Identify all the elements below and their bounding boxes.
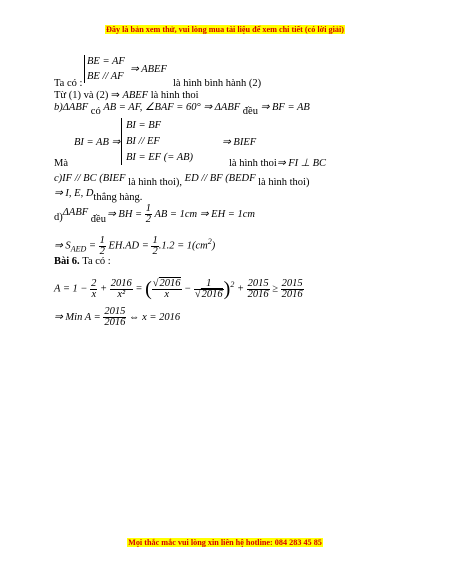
paren-close: ) — [223, 278, 231, 301]
bai6-heading: Bài 6. Ta có : — [54, 256, 111, 267]
sys1-result: ⇒ ABEF — [130, 64, 167, 75]
paren-open: ( — [145, 278, 152, 301]
sys1-line-1: BE = AF — [87, 56, 125, 67]
part-c-result: ⇒ I, E, Dthẳng hàng. — [54, 188, 143, 203]
part-c-line: c)IF // BC (BIEF là hình thoi), ED // BF (BEDF là hình thoi) — [54, 173, 310, 188]
sys1-line-2: BE // AF — [87, 71, 124, 82]
sys2-row-2: BI // EF — [126, 136, 160, 147]
brace — [121, 118, 122, 165]
part-d-line: d)ΔABF đều — [54, 207, 106, 225]
sys2-implication: ⇒ BIEF — [222, 137, 257, 148]
hotline-notice: Mọi thắc mắc vui lòng xin liên hệ hotline: 084 283 45 85 — [128, 538, 322, 547]
sys2-tail: là hình thoi⇒ FI ⊥ BC — [229, 158, 326, 169]
tu12-line: Từ (1) và (2) ⇒ ABEF là hình thoi — [54, 90, 199, 101]
d-area-line: ⇒ $S_{AED}$ = $\frac{1}{2}$ EH.AD = $\frac{1}{2}$ $.1.2 = 1(cm^2)$ — [54, 234, 216, 257]
a-expression: A = 1 − $\frac{2}{x}$ + $\frac{2016}{\text{x²}}$ = ( $\frac{√2016}{x}$ − $\frac{1}{√2016}$ )$^2$ + $\frac{2015}{2016}$ ≥ $\frac{2015}{2016}$ — [54, 277, 303, 301]
part-b-line: b)ΔABF có AB = AF, ∠BAF = 60° ⇒ ΔABF đều ⇒ BF = AB — [54, 102, 310, 117]
min-a-line: ⇒ Min A = $\frac{2015}{2016}$ ⇔ x = 2016 — [54, 306, 181, 329]
fraction: $\frac{2015}{2016}$ — [104, 306, 126, 329]
fraction: $\frac{2015}{2016}$ — [281, 277, 303, 300]
taco-tail: là hình bình hành (2) — [173, 78, 262, 89]
ma-label: Mà — [54, 158, 68, 169]
preview-notice: Đây là bản xem thử, vui lòng mua tài liệu để xem chi tiết (có lời giải) — [105, 25, 344, 34]
fraction: $\frac{2}{x}$ — [91, 277, 97, 300]
brace — [84, 55, 85, 83]
sys2-left: BI = AB ⇒ — [74, 137, 121, 148]
fraction: $\frac{√2016}{x}$ — [152, 277, 181, 300]
fraction: $\frac{1}{√2016}$ — [194, 277, 223, 300]
fraction: $\frac{2015}{2016}$ — [247, 277, 269, 300]
sys2-row-3: BI = EF (= AB) — [126, 152, 194, 163]
fraction: $\frac{2016}{\text{x²}}$ — [110, 277, 132, 300]
taco-label: Ta có : — [54, 78, 83, 89]
fraction: $\frac{1}{2}$ — [145, 203, 152, 225]
fraction: $\frac{1}{2}$ — [99, 234, 105, 257]
sys2-row-1: BI = BF — [126, 120, 162, 131]
d-bh-line: ⇒ BH = $\frac{1}{2}$ AB = 1cm ⇒ EH = 1cm — [107, 203, 255, 225]
fraction: $\frac{1}{2}$ — [152, 234, 158, 257]
